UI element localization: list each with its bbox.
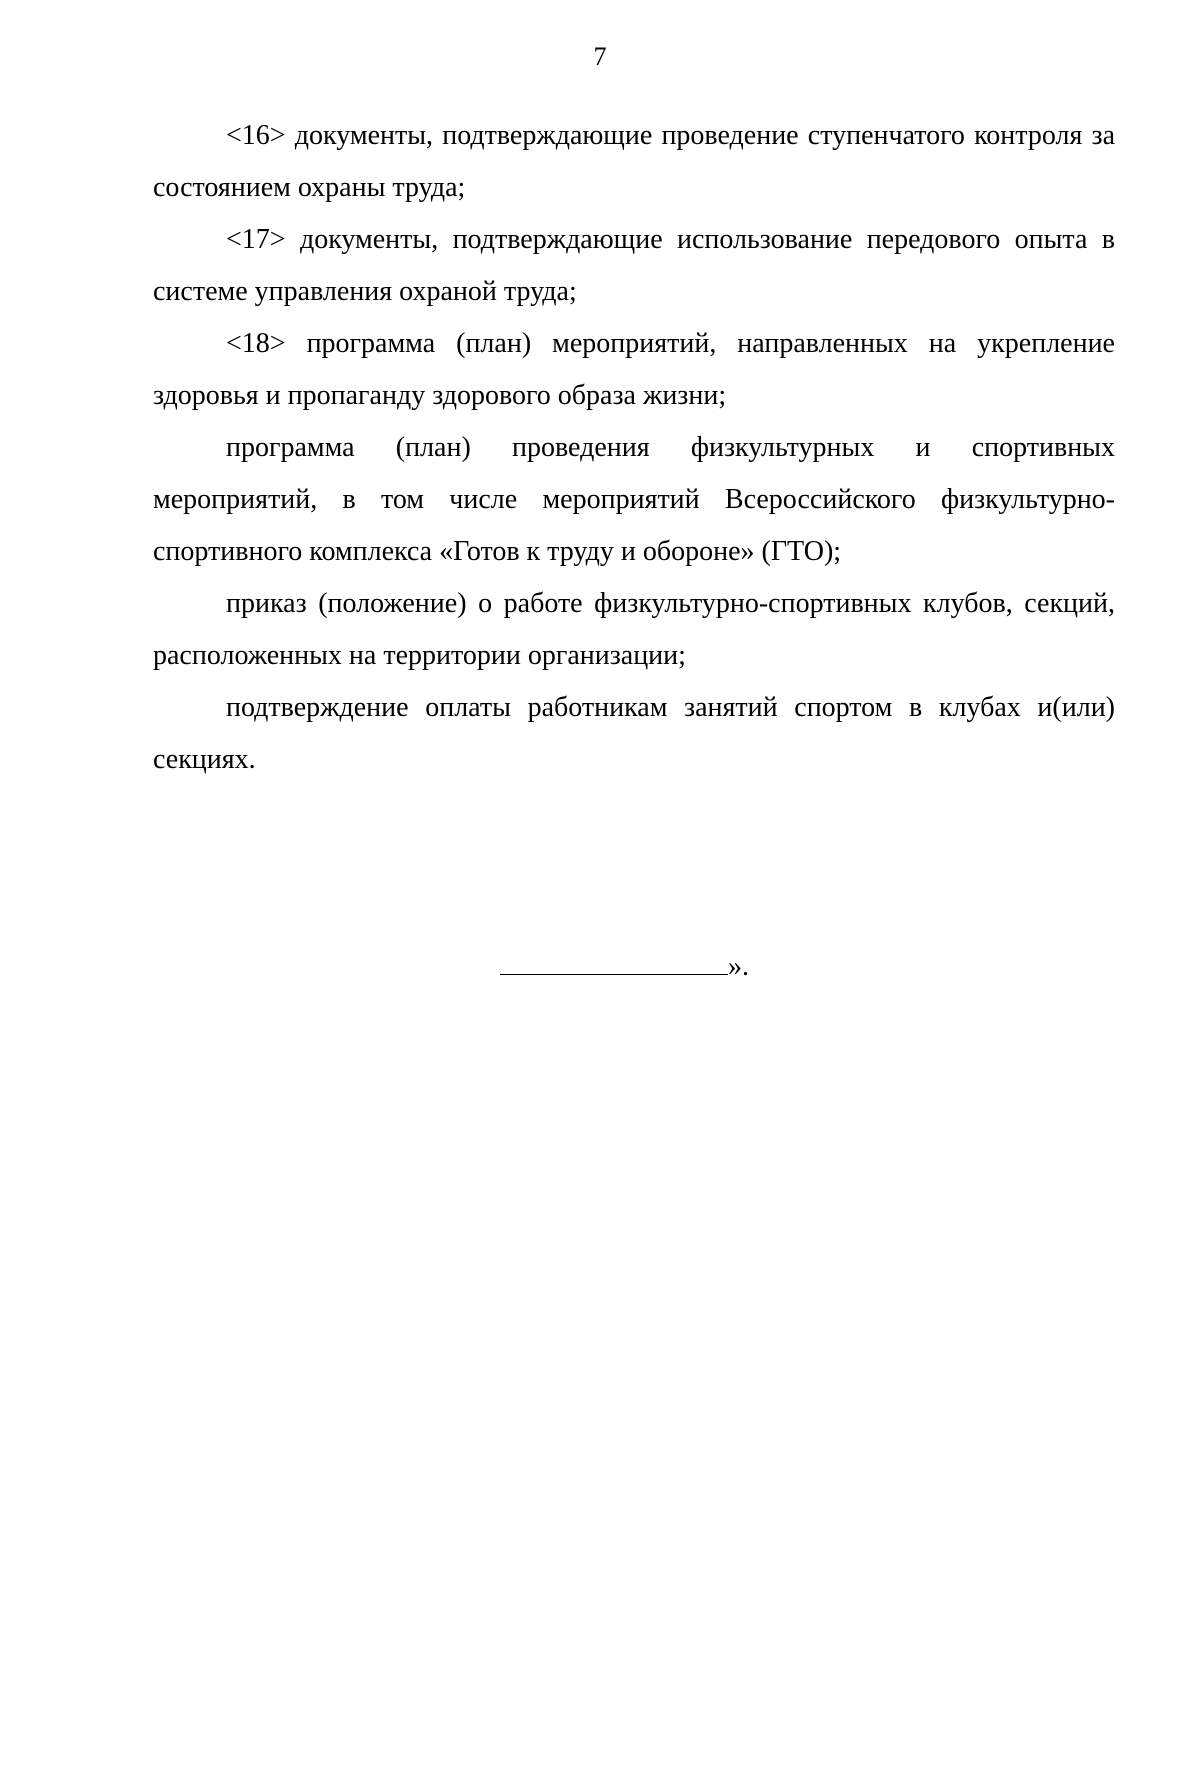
- paragraph-sports-payment-confirmation: подтверждение оплаты работникам занятий спортом в клубах и(или) секциях.: [153, 692, 1115, 775]
- document-body: [153, 110, 1115, 786]
- paragraph-sports-events-program: программа (план) проведения физкультурных и спортивных мероприятий, в том числе мероприятий Всероссийского физкультурно-спортивного комплекса «Готов к труду и обороне» (ГТО);: [153, 432, 1115, 567]
- separator-line: [500, 954, 728, 975]
- paragraph-18: <18> программа (план) мероприятий, направленных на укрепление здоровья и пропаганду здорового образа жизни;: [153, 328, 1115, 411]
- paragraph-16: <16> документы, подтверждающие проведение ступенчатого контроля за состоянием охраны труда;: [153, 120, 1115, 203]
- paragraph-17: <17> документы, подтверждающие использование передового опыта в системе управления охраной труда;: [153, 224, 1115, 307]
- closing-quote-mark: ».: [728, 951, 749, 982]
- page-number: 7: [593, 42, 607, 71]
- paragraph-sports-clubs-order: приказ (положение) о работе физкультурно-спортивных клубов, секций, расположенных на территории организации;: [153, 588, 1115, 671]
- closing-separator: [500, 950, 749, 984]
